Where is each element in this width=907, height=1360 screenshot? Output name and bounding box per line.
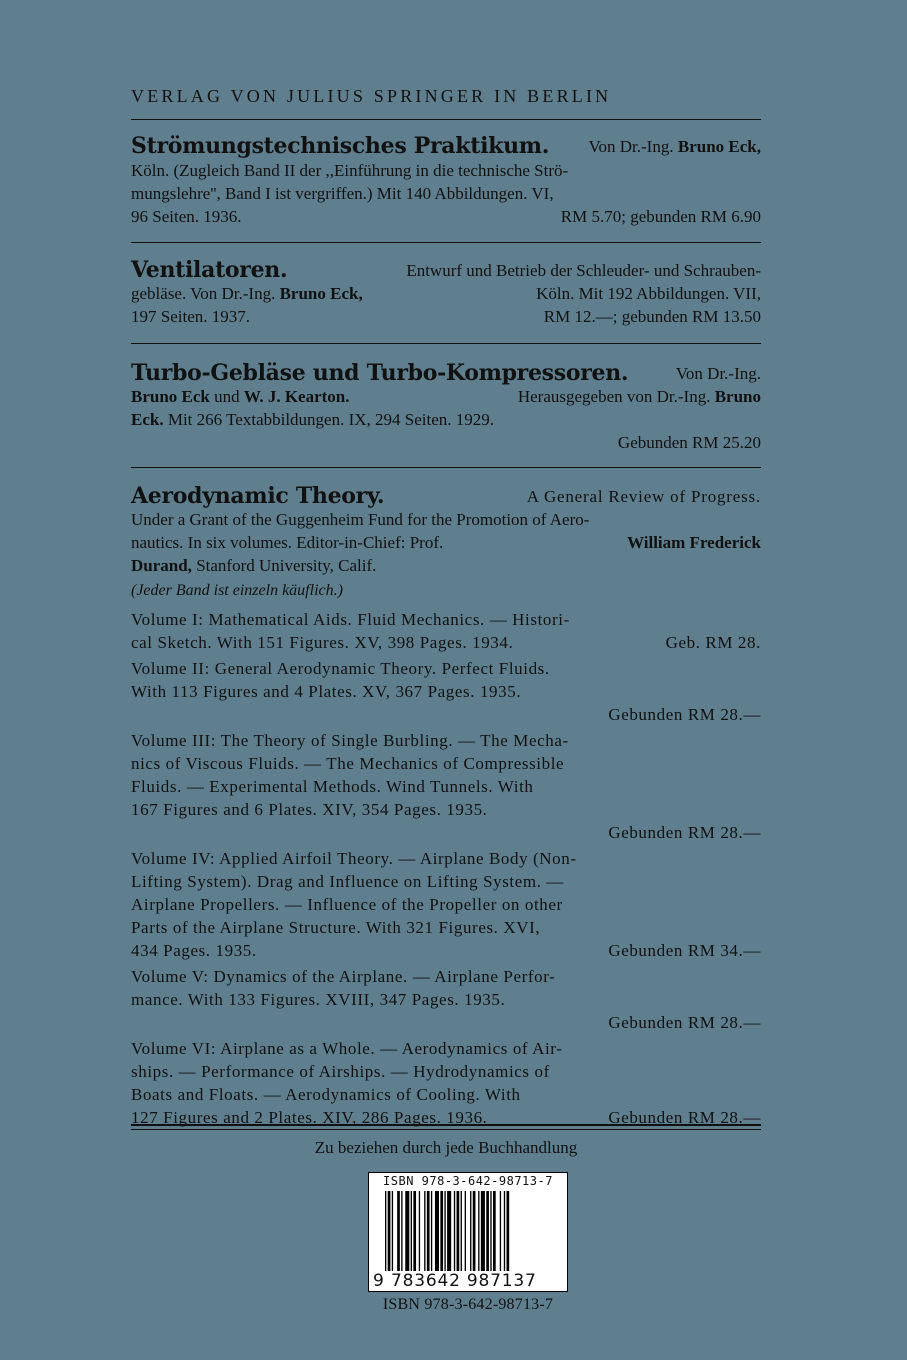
divider [131, 1124, 761, 1126]
text-line: With 113 Figures and 4 Plates. XV, 367 Pages. 1935. [131, 682, 522, 701]
text-line: Boats and Floats. — Aerodynamics of Cooling. With [131, 1085, 521, 1104]
text-line: Under a Grant of the Guggenheim Fund for the Promotion of Aero- [131, 510, 590, 529]
barcode-bar [401, 1191, 402, 1271]
barcode-bars [385, 1191, 553, 1271]
text-line: mance. With 133 Figures. XVIII, 347 Pages. 1935. [131, 990, 506, 1009]
price: Gebunden RM 28.— [608, 1013, 761, 1032]
text: Mit 266 Textabbildungen. IX, 294 Seiten. 1929. [167, 410, 495, 429]
price: Gebunden RM 28.— [608, 1108, 761, 1127]
barcode-bar [397, 1191, 400, 1271]
barcode-bar [507, 1191, 510, 1271]
author: Bruno Eck [131, 387, 210, 406]
text-line: cal Sketch. With 151 Figures. XV, 398 Pages. 1934. [131, 633, 514, 652]
divider [131, 242, 761, 243]
barcode-bar [470, 1191, 471, 1271]
author: Bruno [714, 387, 761, 406]
text-line: 96 Seiten. 1936. [131, 207, 242, 226]
editor: Durand, [131, 556, 192, 575]
text: Von Dr.-Ing. [588, 137, 674, 156]
barcode-bar [385, 1191, 386, 1271]
isbn-bottom: ISBN 978-3-642-98713-7 [382, 1296, 554, 1313]
barcode-digit-groups: 783642 987137 [391, 1271, 537, 1291]
text-line: 127 Figures and 2 Plates. XIV, 286 Pages. 1936. [131, 1108, 488, 1127]
price: RM 5.70; gebunden RM 6.90 [560, 207, 761, 226]
barcode-bar [435, 1191, 439, 1271]
text: Von Dr.-Ing. [675, 364, 761, 383]
author: Bruno Eck, [677, 137, 761, 156]
price: Gebunden RM 28.— [608, 823, 761, 842]
barcode-bar [447, 1191, 451, 1271]
text-line: ships. — Performance of Airships. — Hydrodynamics of [131, 1062, 550, 1081]
book-entry-ventilatoren [131, 259, 761, 328]
barcode-bar [440, 1191, 443, 1271]
text: und [214, 387, 240, 406]
author: W. J. Kearton. [243, 387, 350, 406]
text-line: Lifting System). Drag and Influence on Lifting System. — [131, 872, 565, 891]
divider [131, 467, 761, 468]
price: Gebunden RM 28.— [608, 705, 761, 724]
text-line: nics of Viscous Fluids. — The Mechanics of Compressible [131, 754, 565, 773]
text-line: mungslehre'', Band I ist vergriffen.) Mit 140 Abbildungen. VI, [131, 184, 554, 203]
barcode-bar [431, 1191, 432, 1271]
divider [131, 1129, 761, 1130]
barcode-bar [457, 1191, 460, 1271]
text-line: Fluids. — Experimental Methods. Wind Tunnels. With [131, 777, 534, 796]
book-entry-stroemungstechnisches [131, 135, 761, 228]
text: Herausgegeben von Dr.-Ing. [517, 387, 711, 406]
barcode-bar [388, 1191, 391, 1271]
isbn-top: ISBN 978-3-642-98713-7 [383, 1174, 553, 1188]
barcode-bar [411, 1191, 412, 1271]
barcode [368, 1172, 568, 1292]
text: gebläse. Von Dr.-Ing. [131, 284, 276, 303]
text-line: Volume VI: Airplane as a Whole. — Aerodynamics of Air- [131, 1039, 563, 1058]
volume-6 [131, 1037, 761, 1129]
barcode-bar [493, 1191, 496, 1271]
price: Gebunden RM 25.20 [617, 433, 761, 452]
text-line: Volume I: Mathematical Aids. Fluid Mechanics. — Histori- [131, 610, 570, 629]
barcode-bar [424, 1191, 425, 1271]
barcode-bar [486, 1191, 489, 1271]
barcode-bar [478, 1191, 479, 1271]
text-line: Airplane Propellers. — Influence of the Propeller on other [131, 895, 563, 914]
text: nautics. In six volumes. Editor-in-Chief: Prof. [131, 533, 444, 552]
text: A General Review of Progress. [526, 487, 761, 506]
footer-note: Zu beziehen durch jede Buchhandlung [314, 1138, 578, 1157]
barcode-bar [454, 1191, 455, 1271]
divider [131, 343, 761, 344]
author: Bruno Eck, [279, 284, 363, 303]
text-line: 167 Figures and 6 Plates. XIV, 354 Pages. 1935. [131, 800, 488, 819]
publisher-header: VERLAG VON JULIUS SPRINGER IN BERLIN [131, 86, 612, 106]
text-line: Parts of the Airplane Structure. With 321 Figures. XVI, [131, 918, 541, 937]
volume-3 [131, 729, 761, 844]
text-line: Volume V: Dynamics of the Airplane. — Airplane Perfor- [131, 967, 556, 986]
price: RM 12.—; gebunden RM 13.50 [543, 307, 761, 326]
barcode-bar [504, 1191, 505, 1271]
volume-1 [131, 608, 761, 654]
text-line: Volume IV: Applied Airfoil Theory. — Airplane Body (Non- [131, 849, 577, 868]
barcode-bar [461, 1191, 462, 1271]
text-line: Volume III: The Theory of Single Burbling. — The Mecha- [131, 731, 569, 750]
author: Eck. [131, 410, 164, 429]
editor: William Frederick [627, 533, 761, 552]
barcode-bar [392, 1191, 393, 1271]
text-line: Köln. (Zugleich Band II der ,,Einführung in die technische Strö- [131, 161, 569, 180]
book-title: Ventilatoren. [131, 257, 288, 283]
barcode-first-digit: 9 [373, 1271, 385, 1291]
book-title: Aerodynamic Theory. [131, 483, 385, 509]
text: Stanford University, Calif. [196, 556, 377, 575]
barcode-bar [427, 1191, 430, 1271]
volume-5 [131, 965, 761, 1034]
divider [131, 119, 761, 120]
price: Gebunden RM 34.— [608, 941, 761, 960]
book-entry-turbo-geblaese [131, 362, 761, 454]
price: Geb. RM 28. [665, 633, 761, 652]
text: Entwurf und Betrieb der Schleuder- und Schrauben- [406, 261, 761, 280]
text-line: 434 Pages. 1935. [131, 941, 257, 960]
text: Köln. Mit 192 Abbildungen. VII, [536, 284, 761, 303]
note: (Jeder Band ist einzeln käuflich.) [131, 582, 343, 599]
barcode-bar [419, 1191, 420, 1271]
book-title: Turbo-Gebläse und Turbo-Kompressoren. [131, 360, 629, 386]
barcode-bar [405, 1191, 409, 1271]
text-line: Volume II: General Aerodynamic Theory. Perfect Fluids. [131, 659, 550, 678]
text-line: 197 Seiten. 1937. [131, 307, 250, 326]
volume-2 [131, 657, 761, 726]
barcode-bar [481, 1191, 485, 1271]
barcode-bar [500, 1191, 501, 1271]
book-entry-aerodynamic-theory [131, 485, 761, 1129]
volume-4 [131, 847, 761, 962]
barcode-bar [413, 1191, 416, 1271]
barcode-bar [473, 1191, 476, 1271]
barcode-bar [465, 1191, 466, 1271]
barcode-bar [444, 1191, 445, 1271]
barcode-bar [490, 1191, 491, 1271]
book-title: Strömungstechnisches Praktikum. [131, 133, 550, 159]
